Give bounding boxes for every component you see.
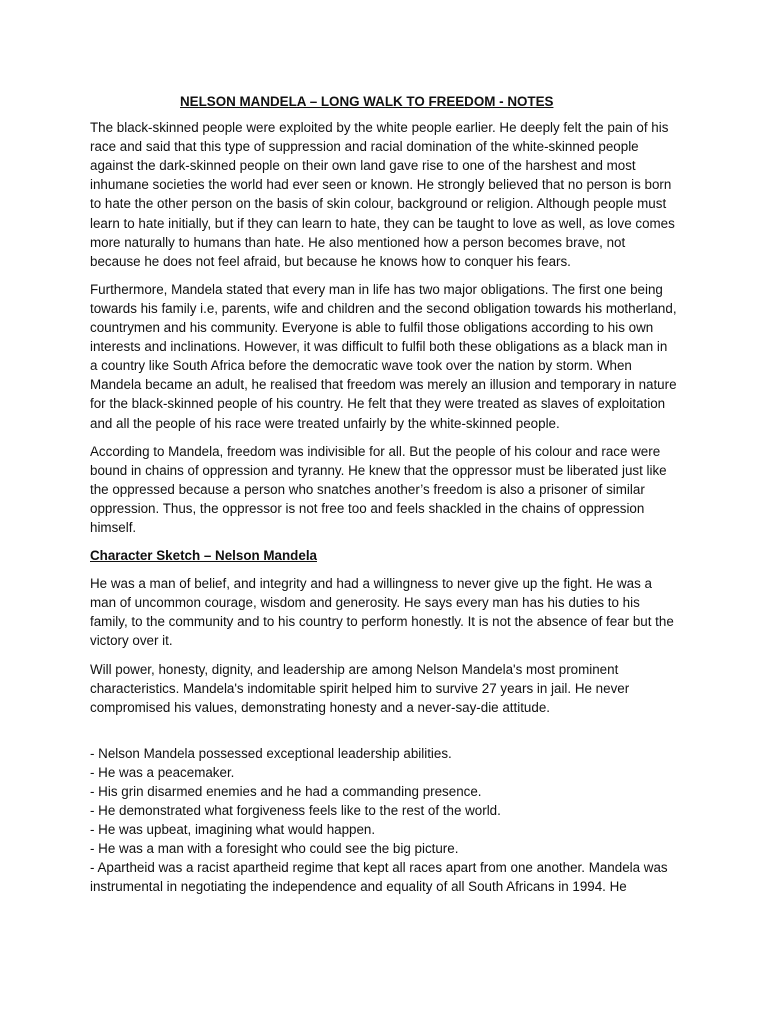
paragraph-3: According to Mandela, freedom was indivisible for all. But the people of his colour and race were bound in chains of oppression and tyranny. He knew that the oppressor must be liberated just like the oppressed because a person who snatches another’s freedom is also a prisoner of similar oppression. Thus, the oppressor is not free too and feels shackled in the chains of oppression himself. bbox=[90, 443, 667, 535]
document-title: NELSON MANDELA – LONG WALK TO FREEDOM - NOTES bbox=[180, 94, 554, 109]
section-heading: Character Sketch – Nelson Mandela bbox=[90, 548, 317, 564]
list-item: - His grin disarmed enemies and he had a commanding presence. bbox=[90, 784, 482, 799]
list-item: - He was a peacemaker. bbox=[90, 764, 235, 780]
list-item: - He was upbeat, imagining what would happen. bbox=[90, 822, 376, 838]
list-item: - Nelson Mandela possessed exceptional leadership abilities. bbox=[90, 745, 452, 761]
section-paragraph-2: Will power, honesty, dignity, and leadership are among Nelson Mandela's most prominent characteristics. Mandela's indomitable spirit helped him to survive 27 years in jail. He never compromised his values, demonstrating honesty and a never-say-die attitude. bbox=[90, 661, 630, 715]
paragraph-2: Furthermore, Mandela stated that every man in life has two major obligations. The first one being towards his family i.e, parents, wife and children and the second obligation towards his motherland, countrymen and his community. Everyone is able to fulfil those obligations according to his own interests and inclinations. However, it was difficult to fulfil both these obligations as a black man in a country like South Africa before the democratic wave took over the nation by storm. When Mandela became an adult, he realised that freedom was merely an illusion and temporary in nature for the black-skinned people of his country. He felt that they were treated as slaves of exploitation and all the people of his race were treated unfairly by the white-skinned people. bbox=[90, 281, 677, 431]
list-item: - He was a man with a foresight who could see the big picture. bbox=[90, 841, 459, 857]
paragraph-1: The black-skinned people were exploited by the white people earlier. He deeply felt the pain of his race and said that this type of suppression and racial domination of the white-skinned people against the dark-skinned people on their own land gave rise to one of the harshest and most inhumane societies the world had ever seen or known. He strongly believed that no person is born to hate the other person on the basis of skin colour, background or religion. Although people must learn to hate initially, but if they can learn to hate, they can be taught to love as well, as love comes more naturally to humans than hate. He also mentioned how a person becomes brave, not because he does not feel afraid, but because he knows how to conquer his fears. bbox=[90, 120, 675, 269]
document-page bbox=[90, 92, 678, 897]
section-paragraph-1: He was a man of belief, and integrity and had a willingness to never give up the fight. He was a man of uncommon courage, wisdom and generosity. He says every man has his duties to his family, to the community and to his country to perform honestly. It is not the absence of fear but the victory over it. bbox=[90, 576, 674, 649]
list-item: - Apartheid was a racist apartheid regime that kept all races apart from one another. Mandela was instrumental in negotiating the independence and equality of all South Africans in 1994. He bbox=[90, 860, 668, 895]
blank-line bbox=[90, 726, 678, 744]
list-item: - He demonstrated what forgiveness feels like to the rest of the world. bbox=[90, 803, 501, 819]
bullet-list bbox=[90, 744, 678, 897]
